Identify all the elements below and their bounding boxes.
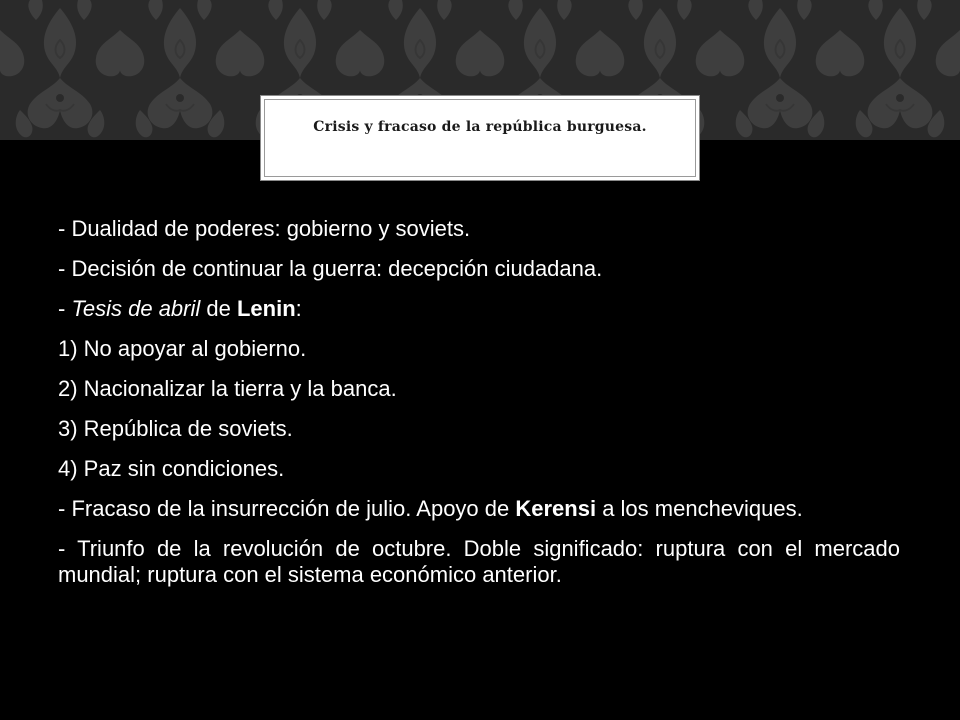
- bullet-mid: de: [200, 296, 237, 321]
- bold-kerensi: Kerensi: [515, 496, 597, 521]
- bullet-dualidad: - Dualidad de poderes: gobierno y soviets.: [58, 216, 471, 241]
- bullet-decision-guerra: - Decisión de continuar la guerra: decepción ciudadana.: [58, 256, 603, 281]
- italic-tesis-abril: Tesis de abril: [71, 296, 201, 321]
- point-4: 4) Paz sin condiciones.: [58, 456, 285, 481]
- bullet-prefix: -: [58, 296, 72, 321]
- point-2: 2) Nacionalizar la tierra y la banca.: [58, 376, 397, 401]
- point-3: 3) República de soviets.: [58, 416, 293, 441]
- bold-lenin: Lenin: [236, 296, 296, 321]
- bullet-prefix: - Fracaso de la insurrección de julio. Apoyo de: [58, 496, 516, 521]
- bullet-fracaso-julio: [58, 496, 900, 522]
- bullet-suffix: a los mencheviques.: [596, 496, 803, 521]
- bullet-suffix: :: [295, 296, 302, 321]
- bullet-triunfo-octubre: - Triunfo de la revolución de octubre. Doble significado: ruptura con el mercado mundial; ruptura con el sistema económico anterior.: [58, 536, 900, 587]
- slide-body: [58, 216, 900, 602]
- point-1: 1) No apoyar al gobierno.: [58, 336, 307, 361]
- slide-title: Crisis y fracaso de la república burguesa.: [313, 119, 647, 135]
- title-box: [260, 95, 700, 181]
- bullet-tesis-abril: [58, 296, 900, 322]
